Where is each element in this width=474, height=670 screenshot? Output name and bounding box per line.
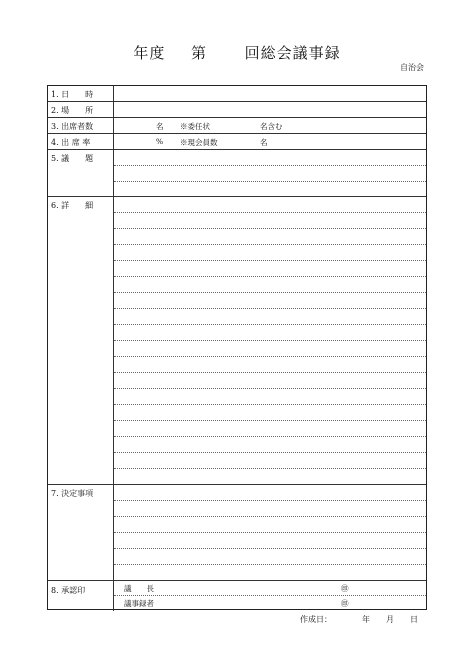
field-place[interactable] [114,102,426,117]
ruled-line [114,356,426,357]
label-place: 2. 場 所 [48,102,114,117]
ruled-line [114,420,426,421]
recorder-seal-mark[interactable]: ㊞ [341,599,349,608]
ruled-line [114,260,426,261]
row-details [48,197,426,485]
ruled-line [114,436,426,437]
document-title [0,42,474,63]
label-decisions: 7. 決定事項 [48,485,114,580]
ruled-line [114,292,426,293]
ruled-line [114,532,426,533]
label-details: 6. 詳 細 [48,197,114,484]
ruled-line [114,388,426,389]
title-meeting-label: 回総会議事録 [244,44,341,62]
field-approval [114,581,426,611]
ruled-line [114,244,426,245]
ruled-line [114,468,426,469]
label-agenda: 5. 議 題 [48,150,114,196]
attendees-including: 名含む [260,122,283,131]
created-label: 作成日： [300,615,332,624]
field-attendees[interactable] [114,118,426,133]
created-month: 月 [386,615,394,624]
field-attendance-rate[interactable] [114,134,426,149]
row-decisions [48,485,426,581]
ruled-line [114,595,426,596]
ruled-line [114,340,426,341]
row-attendance-rate [48,134,426,150]
ruled-line [114,324,426,325]
ruled-line [114,165,426,166]
ruled-line [114,404,426,405]
row-date [48,86,426,102]
field-details[interactable] [114,197,426,484]
created-day: 日 [410,615,418,624]
title-dai-label: 第 [190,44,207,62]
created-year: 年 [362,615,370,624]
attendees-proxy-note: ※委任状 [180,122,210,131]
recorder-label: 議事録者 [124,599,154,608]
ruled-line [114,276,426,277]
row-agenda [48,150,426,197]
row-place [48,102,426,118]
organization-name: 自治会 [400,63,424,72]
ruled-line [114,548,426,549]
ruled-line [114,564,426,565]
chair-label: 議 長 [124,584,154,593]
ruled-line [114,516,426,517]
created-date [300,614,418,625]
chair-seal-mark[interactable]: ㊞ [341,584,349,593]
attendance-percent: % [156,137,164,146]
title-year-label: 年度 [133,44,166,62]
field-decisions[interactable] [114,485,426,580]
row-approval [48,581,426,611]
ruled-line [114,452,426,453]
ruled-line [114,228,426,229]
ruled-line [114,181,426,182]
label-approval: 8. 承認印 [48,581,114,611]
attendance-current-members: ※現会員数 [180,138,218,147]
label-attendance-rate: 4. 出 席 率 [48,134,114,149]
label-date: 1. 日 時 [48,86,114,101]
minutes-form [47,85,427,610]
ruled-line [114,308,426,309]
ruled-line [114,500,426,501]
row-attendees [48,118,426,134]
ruled-line [114,212,426,213]
label-attendees: 3. 出席者数 [48,118,114,133]
field-agenda[interactable] [114,150,426,196]
ruled-line [114,372,426,373]
attendance-unit: 名 [260,138,268,147]
field-date[interactable] [114,86,426,101]
attendees-unit: 名 [156,122,164,131]
